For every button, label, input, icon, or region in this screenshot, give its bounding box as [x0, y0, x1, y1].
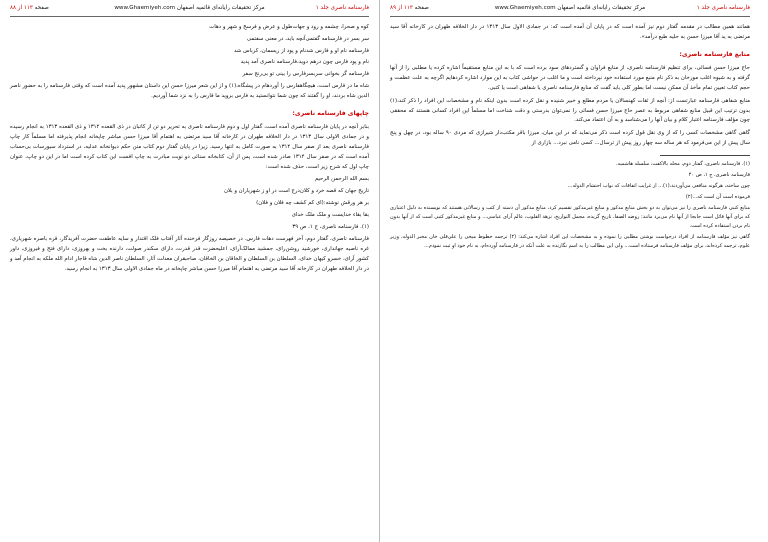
- poem-line: کوه و صحرا، چشمه و رود و جهات‌طول و عرض و فرسخ و شهر و دهات: [209, 24, 369, 30]
- footnote: (۱). فارسنامه ناصری، گفتار دوم، محله بالاکفت، سلسله هاشمیه.: [615, 160, 750, 167]
- body-paragraph: گاهی گاهی مشخصات کسی را که از وی نقل قول کرده است ذکر می‌نماید که در این میان، میرزا باقر مکتب‌دار شیرازی که مردی ۹۰ ساله بود، در چهل و پنج سال پیش از این می‌فرمود که هر ساله سه چهار روز پیش از ترسال... کسی نامی نبرد... بازاری از: [390, 130, 750, 146]
- publisher-banner[interactable]: مرکز تحقیقات رایانه‌ای قائمیه اصفهان www.Ghaemiyeh.com: [114, 5, 265, 11]
- page-indicator: [10, 0, 49, 16]
- page-number: ۱۱۳ از ۸۹: [390, 5, 413, 11]
- page-indicator: [390, 0, 429, 16]
- poem-line: بقا بقاء خدایست و ملک ملک خدای: [291, 211, 369, 218]
- footnote: فرموده است آن است که...(۲): [685, 193, 750, 200]
- book-title: فارسنامه ناصری جلد ۱: [315, 5, 369, 11]
- body-paragraph: شاه ما در فارس است، هیچگاهفارس را آوردهام در پیشگاه،‌(۱) و از این شعر میرزا حسن این داستان مشهور پدید آمده است که وقتی فارسنامه را به حضور ناصر الدین شاه بردند، او را گفتند که چون شما نتوانستید به فارس بروید ما فارس را به نزد شما آوردیم.: [10, 82, 370, 99]
- page-body: [390, 23, 750, 251]
- page-label: صفحه: [34, 5, 49, 11]
- poem-line: فارسنامه گر بخوانی سربسرفارس را بینی تو بی‌رنج سفر: [242, 71, 369, 78]
- footnotes: [390, 160, 750, 251]
- left-page: [0, 0, 380, 542]
- body-paragraph: بنابر آنچه در پایان فارسنامه ناصری آمده است، گفتار اول و دوم فارسنامه ناصری به تحریر دو تن از کاتبان در ذی القعده ۱۳۱۲ و ذی القعده ۱۳۱۳ به انجام رسیده و در جمادی الاولی سال ۱۳۱۳ در دار الخلافه طهران در کارخانه آقا سید مرتضی به اهتمام آقا میرزا حسن مباشر چاپخانه انجام پذیرفته اما مسلماً کار چاپ فارسنامه ناصری بعد از صفر سال ۱۳۱۴ به صورت کامل به انتها رسید. زیرا در پایان گفتار دوم کتاب متن حکم دیوانخانه عدلیه، در استرداد سیورسات بی‌حساب آمده است که در صفر سال ۱۳۱۴ صادر شده است، پس از آن، کتابخانه سنائی دو نوبت مبادرت به چاپ افست این کتاب کرده است اما در این دو چاپ، عنوان چاپ اول که شرح زیر است، حذف شده است:: [10, 124, 370, 170]
- page-label: صفحه: [414, 5, 429, 11]
- section-heading: منابع فارسنامه ناصری:: [679, 50, 750, 58]
- poem-line: بسم الله الرحمن الرحیم: [314, 176, 369, 183]
- footnote-reference: (۱). فارسنامه ناصری، ج ۱، ص ۳۹: [292, 223, 369, 230]
- book-title: فارسنامه ناصری جلد ۱: [696, 5, 750, 11]
- poem-line: نام و پود فارس چون درهم دوید،فارسنامه ناصری آمد پدید: [240, 59, 369, 66]
- publisher-banner[interactable]: مرکز تحقیقات رایانه‌ای قائمیه اصفهان www.Ghaemiyeh.com: [494, 5, 646, 11]
- body-paragraph: حاج میرزا حسن فسائی، برای تنظیم فارسنامه ناصری، از منابع فراوان و گستردهای سود برده است که با به این منابع مستقیماً اشاره کرده یا مطلبی را از آنها گرفته و به شیوه اغلب مورخان به ذکر نام منبع مورد استفاده خود نپرداخته است و ما اغلب در حواشی کتاب به این موارد اشاره کردهایم اگرچه به علت عظمت و حجم کتاب تعیین تمام مأخذ آن ممکن نیست اما بطور کلی باید گفت که منابع فارسنامه ناصری یا شفاهی است یا کتبی.: [390, 65, 750, 91]
- page-body: [10, 23, 369, 275]
- section-heading: چاپهای فارسنامه ناصری:: [292, 109, 369, 117]
- footnote: چون ساخته، هرگونه منافعی می‌آوردند،‌(۱)... از غرایب اتفاقات که نواب احتشام الدوله...: [567, 182, 750, 189]
- footnote-separator: [660, 155, 750, 156]
- body-paragraph: منابع شفاهی فارسنامه عبارتست از: آنچه از ثقات کهنسالان یا مردم مطلع و خبیر شنیده و نقل کرده است بدون اینکه نام و مشخصات این افراد را ذکر کند،‌(۱) بدون ترتیب این قبیل منابع شفاهی مربوط به عصر حاج میرزا حسن فسائی را نمی‌توان بدرستی و دقت شناخت اما مسلماً این افراد کسانی هستند که محققی چون مؤلف فارسنامه اعتبار کلام و بیان آنها را می‌شناسد و به آن اعتماد می‌کند.: [390, 97, 750, 124]
- page-header: [10, 0, 369, 17]
- poem-line: تاریخ جهان که قصه خرد و کلان‌درج است در او ز شهریاران و بلان: [223, 188, 369, 195]
- page-header: [390, 0, 750, 17]
- poem-line: بر هر ورقش نوشته‌:‌(ای کم کشف چه فلان و فلان): [256, 199, 369, 206]
- footnote: فارسنامه ناصری، ج ۱، ص ۴۰: [688, 171, 750, 178]
- right-page: [380, 0, 760, 542]
- poem-line: فارسنامه نام او و فارس شدنام و پود از ریسمان، کرباس شد: [233, 47, 369, 54]
- footnote: منابع کتبی فارسنامه ناصری را نیز می‌توان به دو بخش منابع مذکور و منابع غیرمذکور تقسیم کرد، منابع مذکور آن دسته از کتب و رسالاتی هستند که نویسنده به دلیل اعتباری که برای آنها قائل است جابجا از آنها نام می‌برد مانند: روضه الصفا، تاریخ گزیده، مجمل التواریخ، نزهة القلوب، عالم آرای عباسی... و منابع غیرمذکور کتبی است که از آنها بدون نام بردن استفاده کرده است.: [390, 204, 750, 229]
- footnote: گاهی نیز مؤلف فارسنامه از افراد درخواست نوشتن مطلبی را نموده و به مشخصات این افراد اشاره می‌کند: ‌(۲) ترجمه خطوط میخی را علی‌قلی خان مخبر الدوله، وزیر علوم، ترجمه کرده‌اند، برای مؤلف فارسنامه فرستاده است... ولی این مطالب را به اسم نگارنده به علت آنکه در فارسنامه آورده‌ام، به نام خود او ثبت نمودم...: [390, 233, 750, 249]
- body-paragraph: همانند همین مطالب در مقدمه گفتار دوم نیز آمده است که در پایان آن آمده است که: در جمادی الاول سال ۱۳۱۳ در دار الخلافه طهران در کارخانه آقا سید مرتضی به ید آقا میرزا حسن به حلیه طبع درآمد».: [390, 24, 751, 40]
- page-number: ۱۱۳ از ۸۸: [10, 5, 33, 11]
- body-paragraph: فارسنامه ناصری، گفتار دوم، آخر فهرست دهات فارس. در خصیصه روزگار فرخنده آثار آفتاب فلک اقتدار و سایه عاطفت حضرت آفریدگار، قره باصره شهریاری، غره ناصیه جهانداری، خورشید روشن‌رای، جمشید ممالک‌آرای، اعلیحضرت قدر قدرت، دارای سکندر صولت، دارنده بخت و بهروزی، دارای فتح و فیروزی، داور کشور آرای، خسرو کیهان خدای، السلطان بن السلطان و الخاقان بن الخاقان، صاحبقران معدلت آثار، السلطان ناصر الدین شاه قاجار ادام الله ملکه به انجام آمد و در دار الخلافه طهران در کارخانه آقا سید مرتضی به اهتمام آقا میرزا حسن مباشر چاپخانه در ماه جمادی الاولی سال ۱۳۱۳ به انجام رسید.: [10, 236, 369, 272]
- poem-line: سر بسر در فارسنامه گفتمی‌آنچه باید، در معنی سفتمی: [246, 35, 369, 42]
